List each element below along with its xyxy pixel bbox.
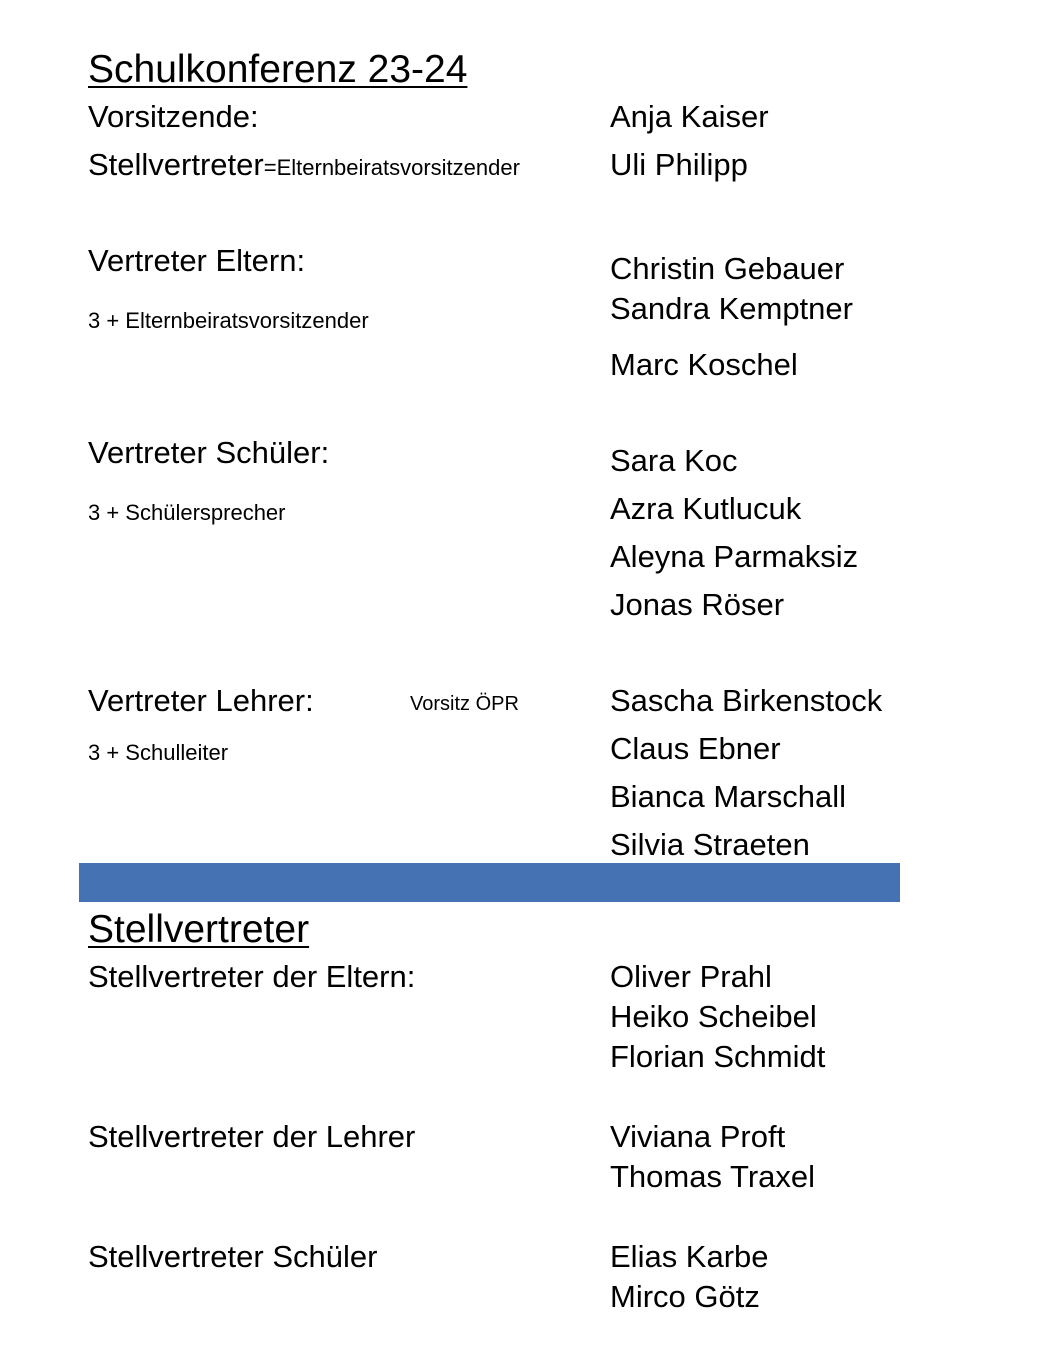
page-title: Schulkonferenz 23-24	[88, 48, 468, 91]
teachers-name: Silvia Straeten	[610, 827, 810, 862]
students-name: Sara Koc	[610, 443, 738, 478]
teachers-note: 3 + Schulleiter	[88, 740, 229, 765]
deputy-parents-name: Heiko Scheibel	[610, 999, 817, 1034]
students-name: Aleyna Parmaksiz	[610, 539, 859, 574]
parents-note: 3 + Elternbeiratsvorsitzender	[88, 308, 369, 333]
students-note: 3 + Schülersprecher	[88, 500, 286, 525]
chair-label: Vorsitzende:	[88, 99, 259, 134]
deputy-parents-label: Stellvertreter der Eltern:	[88, 959, 416, 994]
teachers-chair-tag: Vorsitz ÖPR	[410, 693, 519, 715]
deputy-students-name: Mirco Götz	[610, 1279, 760, 1314]
students-name: Jonas Röser	[610, 587, 785, 622]
deputy-teachers-label: Stellvertreter der Lehrer	[88, 1119, 416, 1154]
deputy-students-label: Stellvertreter Schüler	[88, 1239, 378, 1274]
deputies-title: Stellvertreter	[88, 908, 310, 951]
parents-name: Marc Koschel	[610, 347, 798, 382]
teachers-name: Bianca Marschall	[610, 779, 847, 814]
students-label: Vertreter Schüler:	[88, 435, 330, 470]
section-divider-bar	[79, 863, 900, 902]
deputy-teachers-name: Viviana Proft	[610, 1119, 786, 1154]
deputy-chair-label-suffix: =Elternbeiratsvorsitzender	[263, 155, 520, 180]
teachers-name: Sascha Birkenstock	[610, 683, 883, 718]
deputy-parents-name: Florian Schmidt	[610, 1039, 826, 1074]
deputy-teachers-name: Thomas Traxel	[610, 1159, 816, 1194]
parents-name: Christin Gebauer	[610, 251, 845, 286]
chair-name: Anja Kaiser	[610, 99, 769, 134]
deputy-chair-label-main: Stellvertreter	[88, 147, 264, 182]
deputy-chair-name: Uli Philipp	[610, 147, 748, 182]
deputy-chair-label	[88, 149, 520, 180]
teachers-label: Vertreter Lehrer:	[88, 683, 314, 718]
parents-name: Sandra Kemptner	[610, 291, 853, 326]
deputy-students-name: Elias Karbe	[610, 1239, 769, 1274]
teachers-name: Claus Ebner	[610, 731, 781, 766]
parents-label: Vertreter Eltern:	[88, 243, 306, 278]
deputy-parents-name: Oliver Prahl	[610, 959, 772, 994]
students-name: Azra Kutlucuk	[610, 491, 802, 526]
